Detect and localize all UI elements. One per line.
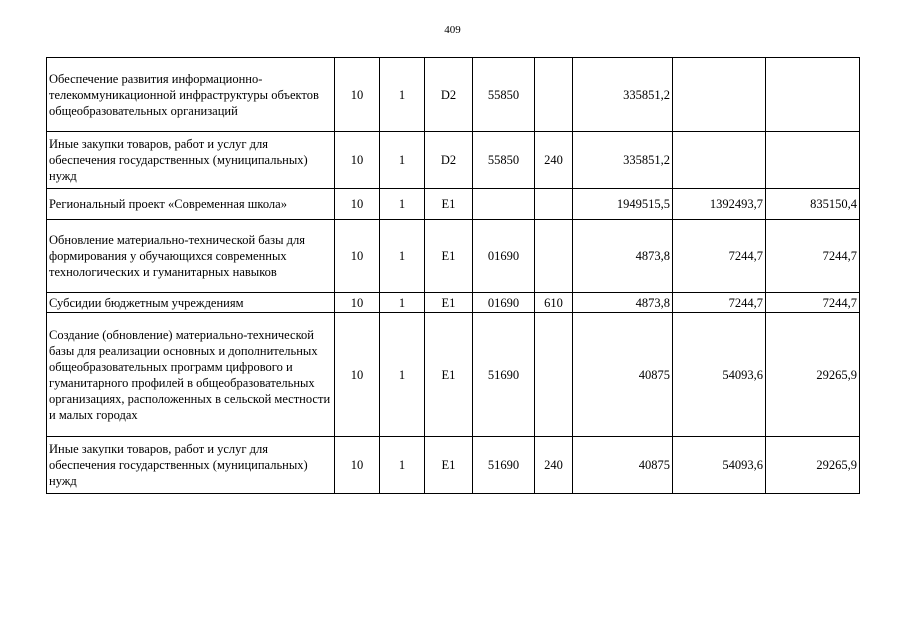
- table-row: [47, 58, 860, 132]
- cell-code: 51690: [473, 437, 535, 494]
- cell-pr: 1: [380, 220, 425, 293]
- cell-name: Региональный проект «Современная школа»: [47, 189, 335, 220]
- cell-year1: 40875: [573, 313, 673, 437]
- cell-year3: [766, 58, 860, 132]
- cell-year3: [766, 132, 860, 189]
- cell-year1: 4873,8: [573, 293, 673, 313]
- cell-year2: 1392493,7: [673, 189, 766, 220]
- cell-code: 55850: [473, 132, 535, 189]
- cell-pr: 1: [380, 437, 425, 494]
- cell-program: E1: [425, 437, 473, 494]
- cell-rz: 10: [335, 313, 380, 437]
- cell-name: Субсидии бюджетным учреждениям: [47, 293, 335, 313]
- cell-rz: 10: [335, 437, 380, 494]
- cell-year3: 7244,7: [766, 293, 860, 313]
- cell-code: 55850: [473, 58, 535, 132]
- cell-program: E1: [425, 220, 473, 293]
- cell-program: D2: [425, 132, 473, 189]
- cell-year1: 40875: [573, 437, 673, 494]
- cell-program: E1: [425, 189, 473, 220]
- cell-rz: 10: [335, 189, 380, 220]
- table-row: [47, 313, 860, 437]
- cell-vr: [535, 189, 573, 220]
- cell-year1: 335851,2: [573, 132, 673, 189]
- cell-year2: [673, 58, 766, 132]
- cell-year2: 54093,6: [673, 437, 766, 494]
- cell-year1: 335851,2: [573, 58, 673, 132]
- cell-pr: 1: [380, 58, 425, 132]
- cell-program: E1: [425, 313, 473, 437]
- cell-vr: 610: [535, 293, 573, 313]
- page-number: 409: [444, 24, 461, 36]
- cell-code: 01690: [473, 220, 535, 293]
- table-row: [47, 132, 860, 189]
- cell-year3: 29265,9: [766, 437, 860, 494]
- budget-table: [46, 57, 860, 494]
- cell-year2: [673, 132, 766, 189]
- cell-code: [473, 189, 535, 220]
- cell-name: Иные закупки товаров, работ и услуг для обеспечения государственных (муниципальных) нужд: [47, 132, 335, 189]
- cell-name: Создание (обновление) материально-технической базы для реализации основных и дополнительных общеобразовательных программ цифрового и гуманитарного профилей в общеобразовательных организациях, расположенных в сельской местности и малых городах: [47, 313, 335, 437]
- cell-pr: 1: [380, 313, 425, 437]
- cell-vr: [535, 313, 573, 437]
- table-row: [47, 293, 860, 313]
- cell-rz: 10: [335, 220, 380, 293]
- cell-year2: 7244,7: [673, 220, 766, 293]
- table-row: [47, 437, 860, 494]
- cell-vr: 240: [535, 437, 573, 494]
- table-row: [47, 189, 860, 220]
- cell-pr: 1: [380, 293, 425, 313]
- table-row: [47, 220, 860, 293]
- cell-year3: 7244,7: [766, 220, 860, 293]
- cell-year3: 835150,4: [766, 189, 860, 220]
- cell-rz: 10: [335, 293, 380, 313]
- cell-vr: [535, 220, 573, 293]
- cell-name: Иные закупки товаров, работ и услуг для обеспечения государственных (муниципальных) нужд: [47, 437, 335, 494]
- cell-year3: 29265,9: [766, 313, 860, 437]
- cell-program: E1: [425, 293, 473, 313]
- table-body: [47, 58, 860, 494]
- cell-pr: 1: [380, 132, 425, 189]
- cell-code: 51690: [473, 313, 535, 437]
- cell-pr: 1: [380, 189, 425, 220]
- cell-year1: 1949515,5: [573, 189, 673, 220]
- cell-year2: 7244,7: [673, 293, 766, 313]
- cell-rz: 10: [335, 58, 380, 132]
- cell-program: D2: [425, 58, 473, 132]
- cell-vr: 240: [535, 132, 573, 189]
- cell-rz: 10: [335, 132, 380, 189]
- cell-year1: 4873,8: [573, 220, 673, 293]
- cell-name: Обновление материально-технической базы для формирования у обучающихся современных технологических и гуманитарных навыков: [47, 220, 335, 293]
- cell-code: 01690: [473, 293, 535, 313]
- cell-year2: 54093,6: [673, 313, 766, 437]
- cell-name: Обеспечение развития информационно-телекоммуникационной инфраструктуры объектов общеобразовательных организаций: [47, 58, 335, 132]
- cell-vr: [535, 58, 573, 132]
